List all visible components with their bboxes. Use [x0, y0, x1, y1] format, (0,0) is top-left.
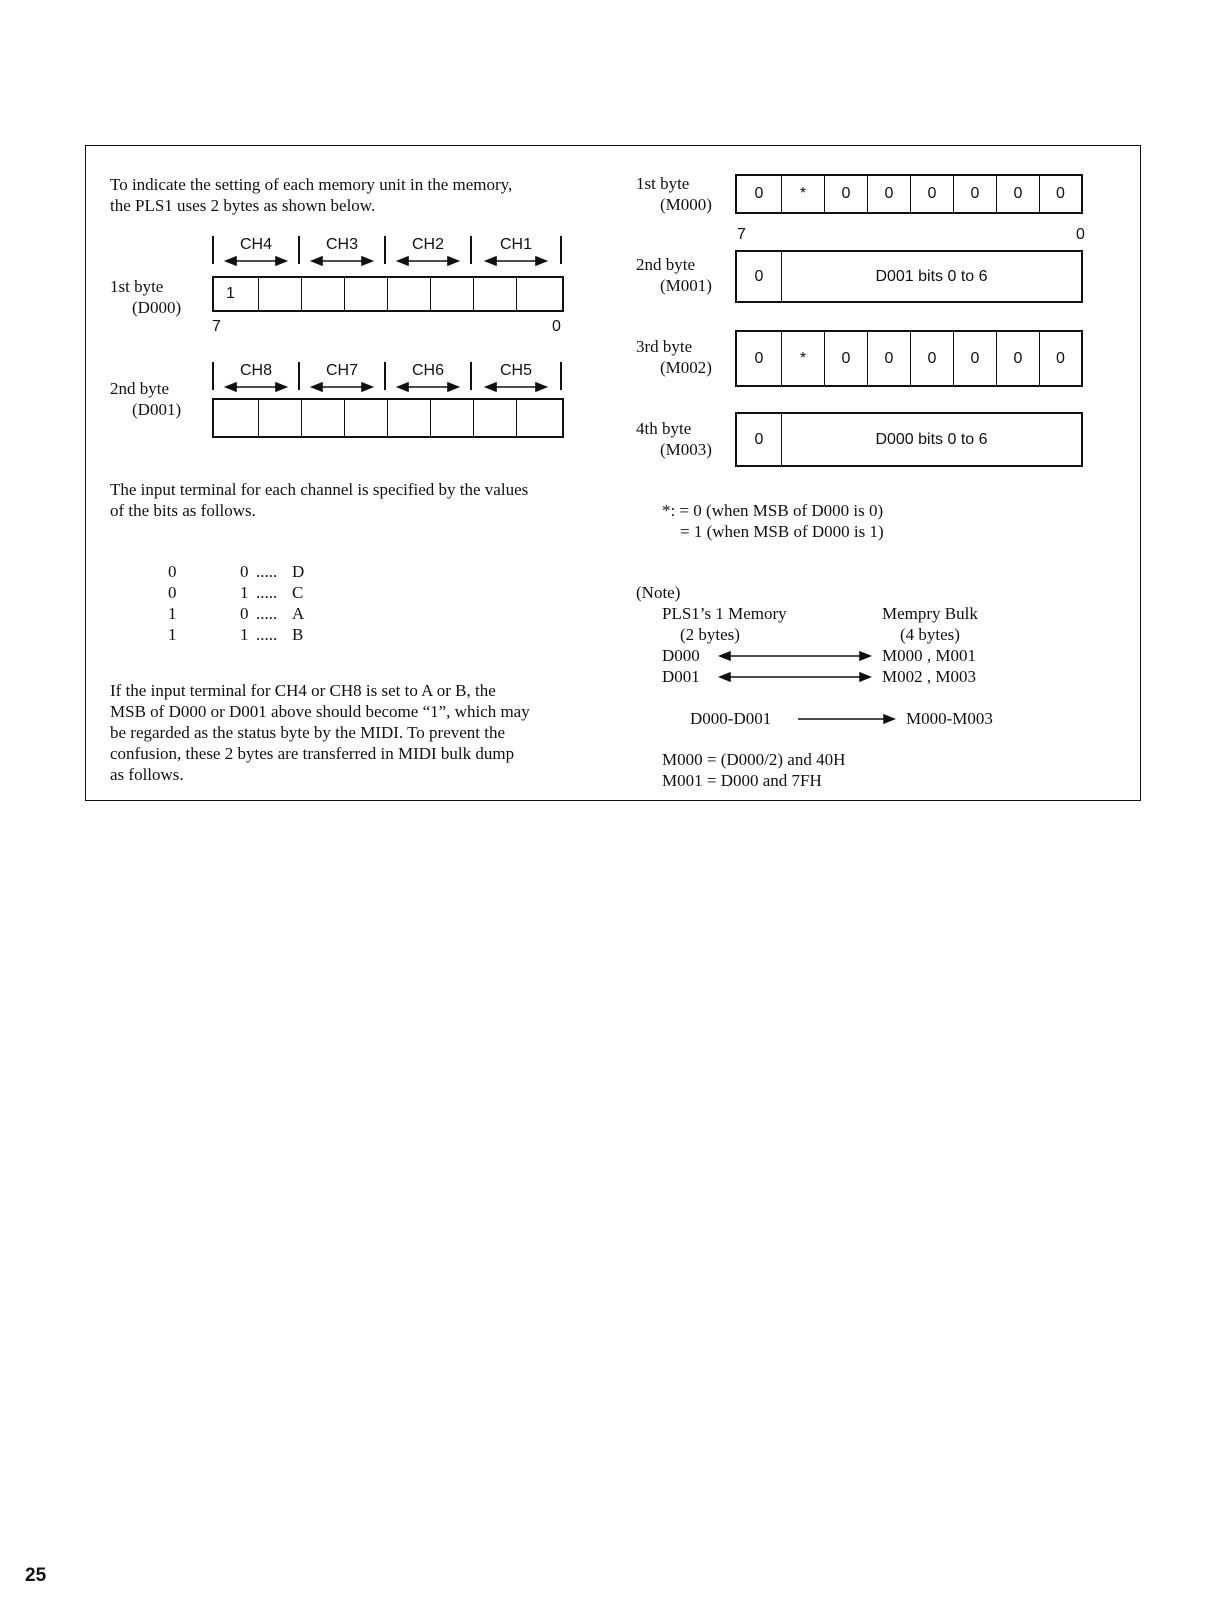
channel-label: CH6	[411, 362, 444, 379]
byte2-sub-label: (D001)	[132, 400, 182, 419]
explanation-paragraph	[110, 680, 530, 785]
paragraph-line: confusion, these 2 bytes are transferred in MIDI bulk dump	[110, 744, 515, 763]
bit-b: 1	[240, 625, 249, 644]
formula-2: M001 = D000 and 7FH	[662, 771, 822, 790]
byte1-bit-box	[212, 276, 564, 312]
paragraph-line: be regarded as the status byte by the MIDI. To prevent the	[110, 723, 506, 742]
bit-cell	[473, 400, 516, 436]
double-arrow-icons	[212, 382, 564, 392]
right-arrow-icon	[796, 713, 896, 725]
dots: .....	[256, 625, 278, 644]
bit-cell	[473, 278, 516, 310]
channel-label: CH4	[239, 236, 272, 253]
map3-left: D000-D001	[690, 709, 772, 728]
bit-a: 1	[168, 625, 177, 644]
bit-cell	[516, 400, 562, 436]
bit-index-low: 0	[552, 318, 561, 335]
double-arrow-icon	[718, 671, 872, 683]
bit-cell	[430, 278, 473, 310]
bit-cell: 0	[754, 267, 764, 285]
bit-cell: 0	[953, 176, 996, 212]
bit-cell: 1	[226, 285, 235, 302]
map1-right: M000 , M001	[882, 646, 976, 665]
memory-sub: (2 bytes)	[680, 625, 740, 644]
bit-b: 0	[240, 604, 249, 623]
bit-a: 1	[168, 604, 177, 623]
m000-label: 1st byte	[636, 174, 690, 193]
m003-label: 4th byte	[636, 419, 692, 438]
terminal-line-1: The input terminal for each channel is specified by the values	[110, 480, 529, 499]
channel-label: CH8	[239, 362, 272, 379]
map2-left: D001	[662, 667, 700, 686]
byte2-bit-box	[212, 398, 564, 438]
note-title: (Note)	[636, 583, 681, 602]
bit-cell	[258, 400, 301, 436]
m001-label: 2nd byte	[636, 255, 696, 274]
terminal: B	[292, 625, 304, 644]
byte2-label: 2nd byte	[110, 379, 170, 398]
terminal-line-2: of the bits as follows.	[110, 501, 256, 520]
m000-bit-box	[735, 174, 1083, 214]
bit-index-high: 7	[737, 226, 746, 243]
bulk-sub: (4 bytes)	[900, 625, 960, 644]
bit-cell: 0	[910, 332, 953, 385]
dots: .....	[256, 604, 278, 623]
terminal: A	[292, 604, 305, 623]
bit-cell: 0	[754, 430, 764, 448]
m000-sub-label: (M000)	[660, 195, 712, 214]
bit-cell: 0	[1039, 176, 1081, 212]
intro-line-1: To indicate the setting of each memory unit in the memory,	[110, 175, 513, 194]
bit-cell: 0	[867, 332, 910, 385]
bit-cell	[258, 278, 301, 310]
bulk-title: Mempry Bulk	[882, 604, 978, 623]
bit-cell	[214, 400, 258, 436]
bit-cell	[430, 400, 473, 436]
m002-sub-label: (M002)	[660, 358, 712, 377]
bit-cell	[344, 278, 387, 310]
bit-cell: 0	[953, 332, 996, 385]
byte1-label: 1st byte	[110, 277, 164, 296]
bit-cell: *	[781, 332, 824, 385]
m003-sub-label: (M003)	[660, 440, 712, 459]
channel-label: CH3	[325, 236, 358, 253]
map3-right: M000-M003	[906, 709, 993, 728]
byte1-channel-header	[212, 236, 564, 276]
m002-label: 3rd byte	[636, 337, 693, 356]
bit-index-high: 7	[212, 318, 221, 335]
bit-range-cell: D000 bits 0 to 6	[781, 414, 1081, 465]
paragraph-line: MSB of D000 or D001 above should become “1”, which may	[110, 702, 530, 721]
memory-title: PLS1’s 1 Memory	[662, 604, 787, 623]
star-note-line-1: *: = 0 (when MSB of D000 is 0)	[662, 501, 884, 520]
bit-a: 0	[168, 583, 177, 602]
bit-cell: 0	[754, 349, 764, 367]
map2-right: M002 , M003	[882, 667, 976, 686]
intro-line-2: the PLS1 uses 2 bytes as shown below.	[110, 196, 376, 215]
bit-cell: 0	[910, 176, 953, 212]
bit-cell	[301, 400, 344, 436]
m002-bit-box	[735, 330, 1083, 387]
bit-cell: 0	[824, 332, 867, 385]
bit-cell: 0	[1039, 332, 1081, 385]
bit-cell: 0	[754, 185, 764, 202]
byte1-sub-label: (D000)	[132, 298, 182, 317]
paragraph-line: as follows.	[110, 765, 184, 784]
bit-b: 1	[240, 583, 249, 602]
bit-cell: 0	[867, 176, 910, 212]
bit-cell	[387, 400, 430, 436]
bit-cell: 0	[996, 176, 1039, 212]
terminal: C	[292, 583, 304, 602]
dots: .....	[256, 583, 278, 602]
bit-a: 0	[168, 562, 177, 581]
paragraph-line: If the input terminal for CH4 or CH8 is set to A or B, the	[110, 681, 496, 700]
bit-b: 0	[240, 562, 249, 581]
channel-label: CH5	[499, 362, 532, 379]
bit-cell: 0	[996, 332, 1039, 385]
channel-label: CH1	[499, 236, 532, 253]
double-arrow-icons	[212, 256, 564, 266]
bit-cell	[301, 278, 344, 310]
m001-bit-box	[735, 250, 1083, 303]
m003-bit-box	[735, 412, 1083, 467]
m001-sub-label: (M001)	[660, 276, 712, 295]
bit-range-cell: D001 bits 0 to 6	[781, 252, 1081, 301]
channel-label: CH2	[411, 236, 444, 253]
dots: .....	[256, 562, 278, 581]
channel-label: CH7	[325, 362, 358, 379]
page-number: 25	[25, 1565, 47, 1586]
double-arrow-icon	[718, 650, 872, 662]
formula-1: M000 = (D000/2) and 40H	[662, 750, 846, 769]
bit-cell	[344, 400, 387, 436]
bit-cell: *	[781, 176, 824, 212]
star-note-line-2: = 1 (when MSB of D000 is 1)	[680, 522, 884, 541]
bit-cell: 0	[824, 176, 867, 212]
bit-index-low: 0	[1076, 226, 1085, 243]
bit-cell	[516, 278, 562, 310]
bit-cell	[387, 278, 430, 310]
map1-left: D000	[662, 646, 700, 665]
terminal: D	[292, 562, 305, 581]
byte2-channel-header	[212, 362, 564, 402]
